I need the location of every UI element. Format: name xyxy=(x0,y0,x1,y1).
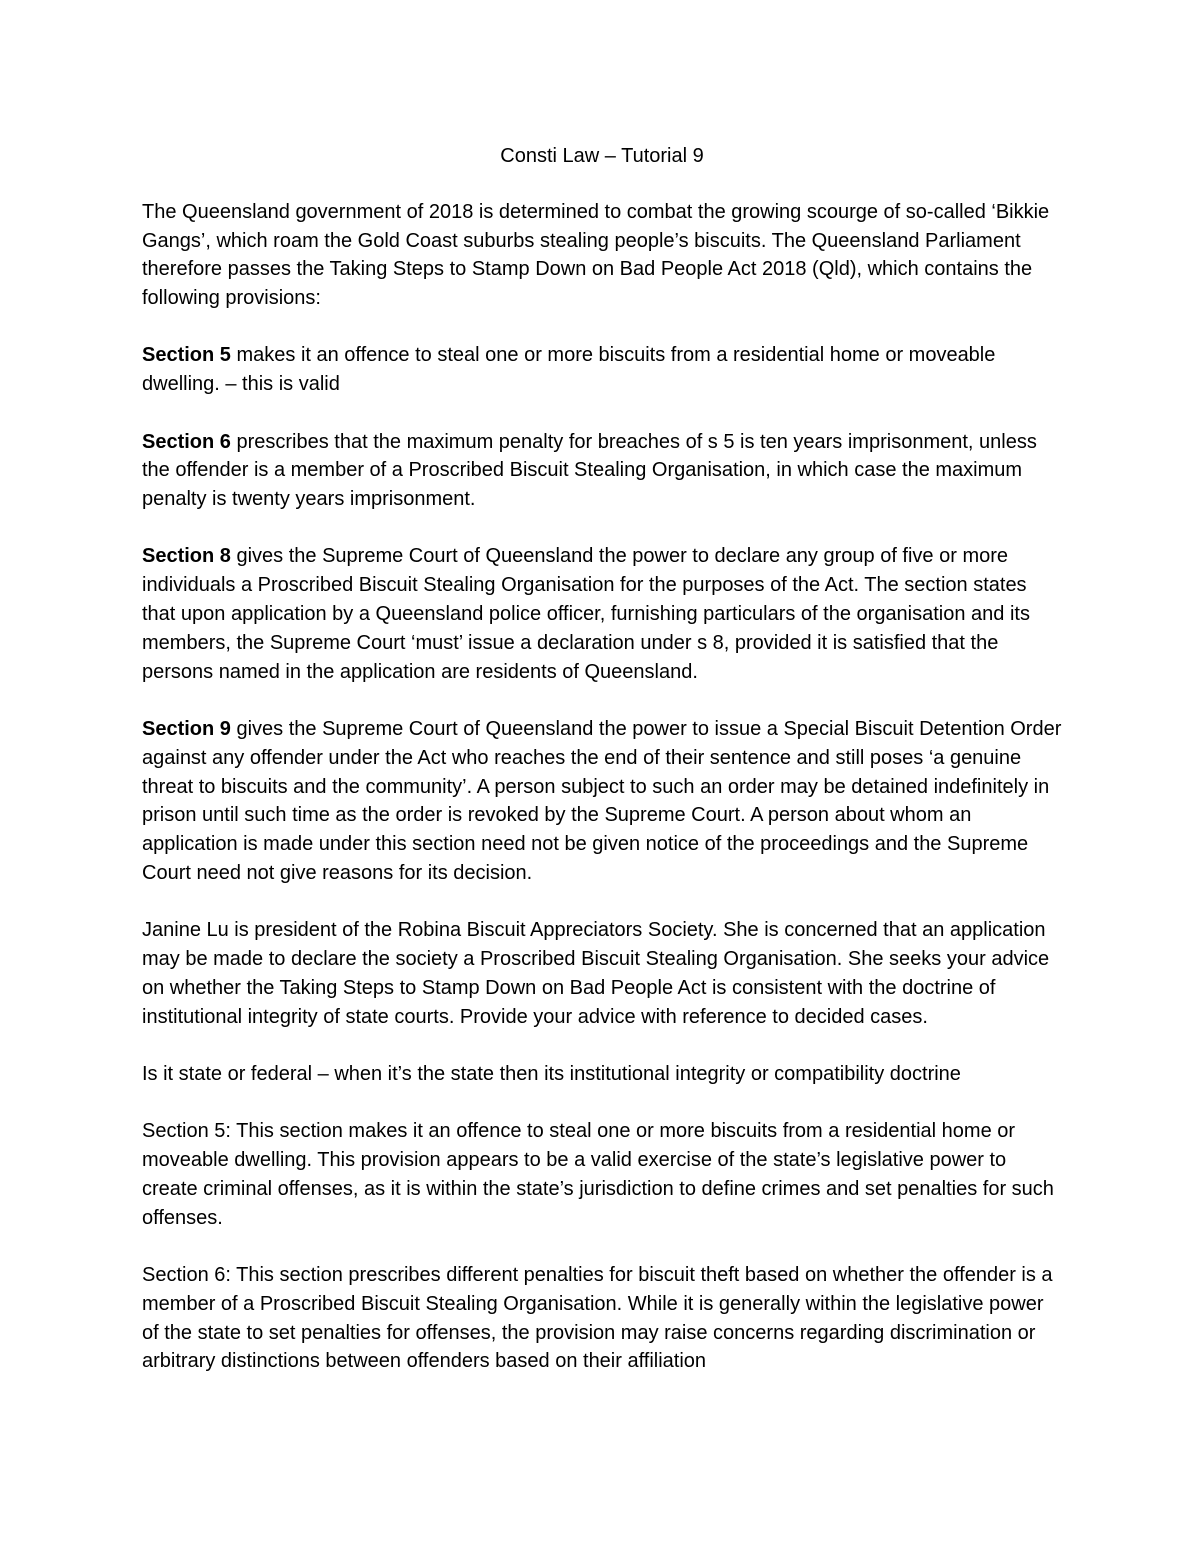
provision-section-8 xyxy=(142,542,1062,686)
analysis-section-6: Section 6: This section prescribes different penalties for biscuit theft based on whether the offender is a member of a Proscribed Biscuit Stealing Organisation. While it is generally within the legislative power of the state to set penalties for offenses, the provision may raise concerns regarding discrimination or arbitrary distinctions between offenders based on their affiliation xyxy=(142,1263,1053,1373)
provision-heading: Section 6 xyxy=(142,430,231,453)
document-title: Consti Law – Tutorial 9 xyxy=(500,145,704,167)
analysis-section-5: Section 5: This section makes it an offence to steal one or more biscuits from a residential home or moveable dwelling. This provision appears to be a valid exercise of the state’s legislative power to create criminal offenses, as it is within the state’s jurisdiction to define crimes and set penalties for such offenses. xyxy=(142,1120,1054,1229)
provision-text: gives the Supreme Court of Queensland the power to declare any group of five or more individuals a Proscribed Biscuit Stealing Organisation for the purposes of the Act. The section states that upon application by a Queensland police officer, furnishing particulars of the organisation and its members, the Supreme Court ‘must’ issue a declaration under s 8, provided it is satisfied that the persons named in the application are residents of Queensland. xyxy=(142,545,1030,683)
provision-section-5 xyxy=(142,341,1062,399)
provision-heading: Section 8 xyxy=(142,545,231,568)
provision-section-6 xyxy=(142,428,1062,514)
provision-text: makes it an offence to steal one or more biscuits from a residential home or moveable dwelling. – this is valid xyxy=(142,344,996,396)
provision-text: prescribes that the maximum penalty for breaches of s 5 is ten years imprisonment, unless the offender is a member of a Proscribed Biscuit Stealing Organisation, in which case the maximum penalty is twenty years imprisonment. xyxy=(142,430,1037,511)
provision-section-9 xyxy=(142,715,1062,888)
provision-text: gives the Supreme Court of Queensland the power to issue a Special Biscuit Detention Order against any offender under the Act who reaches the end of their sentence and still poses ‘a genuine threat to biscuits and the community’. A person subject to such an order may be detained indefinitely in prison until such time as the order is revoked by the Supreme Court. A person about whom an application is made under this section need not be given notice of the proceedings and the Supreme Court need not give reasons for its decision. xyxy=(142,717,1062,884)
intro-paragraph: The Queensland government of 2018 is determined to combat the growing scourge of so-called ‘Bikkie Gangs’, which roam the Gold Coast suburbs stealing people’s biscuits. The Queensland Parliament therefore passes the Taking Steps to Stamp Down on Bad People Act 2018 (Qld), which contains the following provisions: xyxy=(142,200,1050,310)
provision-heading: Section 5 xyxy=(142,344,231,367)
document-body xyxy=(142,142,1062,1405)
note-paragraph: Is it state or federal – when it’s the state then its institutional integrity or compatibility doctrine xyxy=(142,1062,961,1085)
scenario-paragraph: Janine Lu is president of the Robina Biscuit Appreciators Society. She is concerned that an application may be made to declare the society a Proscribed Biscuit Stealing Organisation. She seeks your advice on whether the Taking Steps to Stamp Down on Bad People Act is consistent with the doctrine of institutional integrity of state courts. Provide your advice with reference to decided cases. xyxy=(142,919,1050,1028)
provision-heading: Section 9 xyxy=(142,717,231,740)
